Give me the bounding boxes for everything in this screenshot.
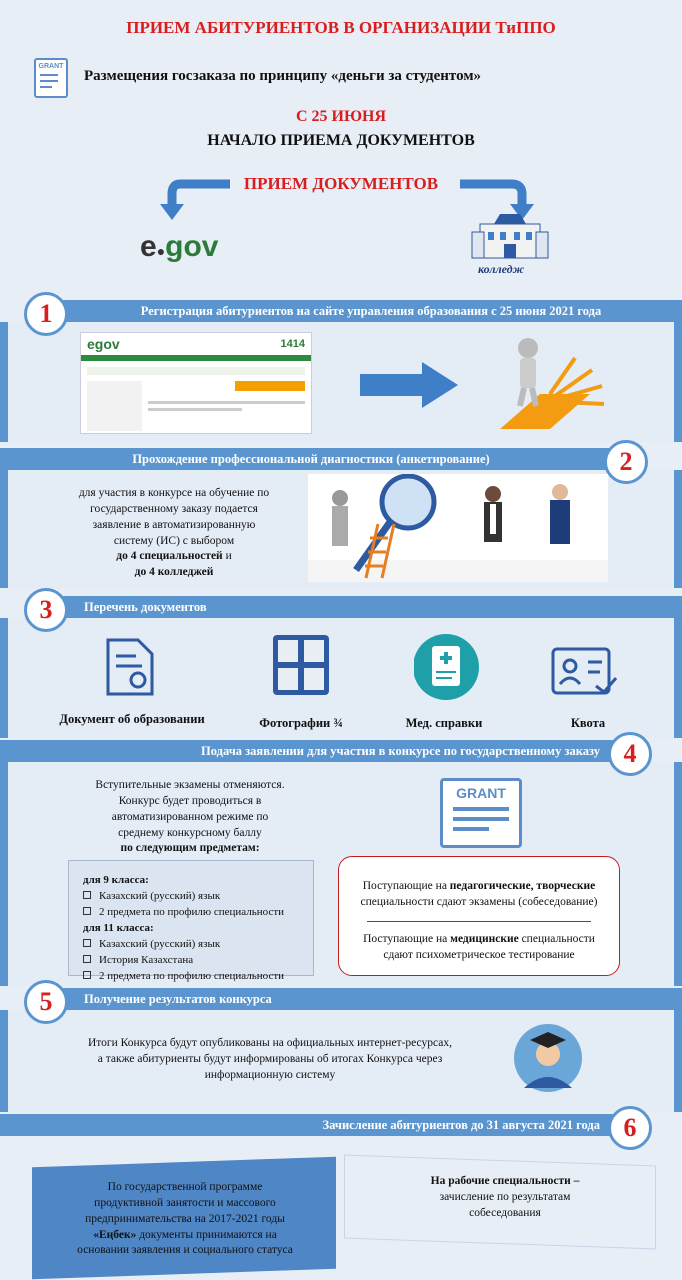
list-item: 2 предмета по профилю специальности: [83, 969, 313, 985]
list-item: Казахский (русский) язык: [83, 889, 313, 905]
pedagogical-note: Поступающие на педагогические, творческие специальности сдают экзамены (собеседование): [360, 880, 598, 908]
step6-title: Зачисление абитуриентов до 31 августа 2021 года: [0, 1114, 622, 1136]
medical-note: Поступающие на медицинские специальности сдают психометрическое тестирование: [363, 932, 595, 961]
grant-icon: GRANT: [440, 778, 522, 848]
grade9-title: для 9 класса:: [83, 874, 149, 886]
college-label: колледж: [478, 262, 525, 276]
medical-clipboard-icon: [414, 632, 482, 702]
step1-title: Регистрация абитуриентов на сайте управления образования с 25 июня 2021 года: [60, 300, 682, 322]
exam-notes-box: [338, 856, 620, 976]
list-item: История Казахстана: [83, 953, 313, 969]
grade11-title: для 11 класса:: [83, 921, 154, 934]
enbek-text: По государственной программе продуктивной занятости и массового предпринимательства на 2017-2021 годы «Еңбек» документы принимаются на основании заявления и социального статуса: [77, 1181, 293, 1257]
doc-label-quota: Квота: [570, 716, 606, 730]
step6-section: [0, 1106, 682, 1156]
step5-text: Итоги Конкурса будут опубликованы на официальных интернет-ресурсах, а также абитуриенты будут информированы об итогах Конкурса через информационную систему: [88, 1037, 452, 1081]
step6-number: 6: [608, 1106, 652, 1150]
step2-number: 2: [604, 440, 648, 484]
career-diagnostics-illustration: [308, 474, 608, 582]
doc-label-photos: Фотографии ¾: [259, 716, 343, 730]
step2-text: для участия в конкурсе на обучение по государственному заказу подается заявление в автоматизированную систему (ИС) с выбором до 4 специальностей и до 4 колледжей: [78, 487, 270, 579]
step3-number: 3: [24, 588, 68, 632]
step3-title: Перечень документов: [60, 596, 682, 618]
doc-label-education: Документ об образовании: [59, 712, 205, 726]
grant-badge-label: GRANT: [38, 63, 64, 70]
step4-title: Подача заявлении для участия в конкурсе по государственному заказу: [0, 740, 622, 762]
step2-title: Прохождение профессиональной диагностики (анкетирование): [0, 448, 622, 470]
egov-site-screenshot: [80, 332, 312, 434]
arrow-right-icon: [360, 362, 460, 412]
photos-icon: [272, 634, 330, 696]
start-date: С 25 ИЮНЯ: [295, 108, 386, 125]
doc-label-medical: Мед. справки: [405, 716, 483, 730]
list-item: Казахский (русский) язык: [83, 937, 313, 953]
workers-text: На рабочие специальности – зачисление по результатам собеседования: [430, 1175, 580, 1219]
step3-section: [0, 588, 682, 746]
id-card-icon: [550, 646, 620, 698]
step5-title: Получение результатов конкурса: [60, 988, 682, 1010]
step5-number: 5: [24, 980, 68, 1024]
subjects-list: [68, 860, 314, 982]
priem-heading: ПРИЕМ ДОКУМЕНТОВ: [243, 174, 439, 193]
college-building-icon: [470, 212, 550, 262]
grant-icon: [34, 58, 68, 98]
screenshot-egov-logo: egov: [87, 336, 120, 352]
choice-arrows-icon: [480, 334, 610, 434]
step1-section: [0, 292, 682, 450]
step5-section: [0, 980, 682, 1118]
graduate-avatar-icon: [512, 1022, 584, 1094]
certificate-icon: [104, 636, 158, 698]
step2-section: [0, 440, 682, 596]
list-item: 2 предмета по профилю специальности: [83, 905, 313, 921]
step1-number: 1: [24, 292, 68, 336]
step4-number: 4: [608, 732, 652, 776]
exams-text: Вступительные экзамены отменяются. Конкурс будет проводиться в автоматизированном режиме по среднему конкурсному баллу по следующим предметам:: [95, 779, 285, 855]
step4-section: [0, 732, 682, 992]
egov-logo: e●gov: [140, 230, 219, 263]
start-heading: НАЧАЛО ПРИЕМА ДОКУМЕНТОВ: [207, 132, 475, 149]
page-title: ПРИЕМ АБИТУРИЕНТОВ В ОРГАНИЗАЦИИ ТиППО: [126, 18, 556, 37]
subtitle: Размещения госзаказа по принципу «деньги за студентом»: [84, 68, 482, 84]
screenshot-phone: 1414: [280, 338, 305, 350]
